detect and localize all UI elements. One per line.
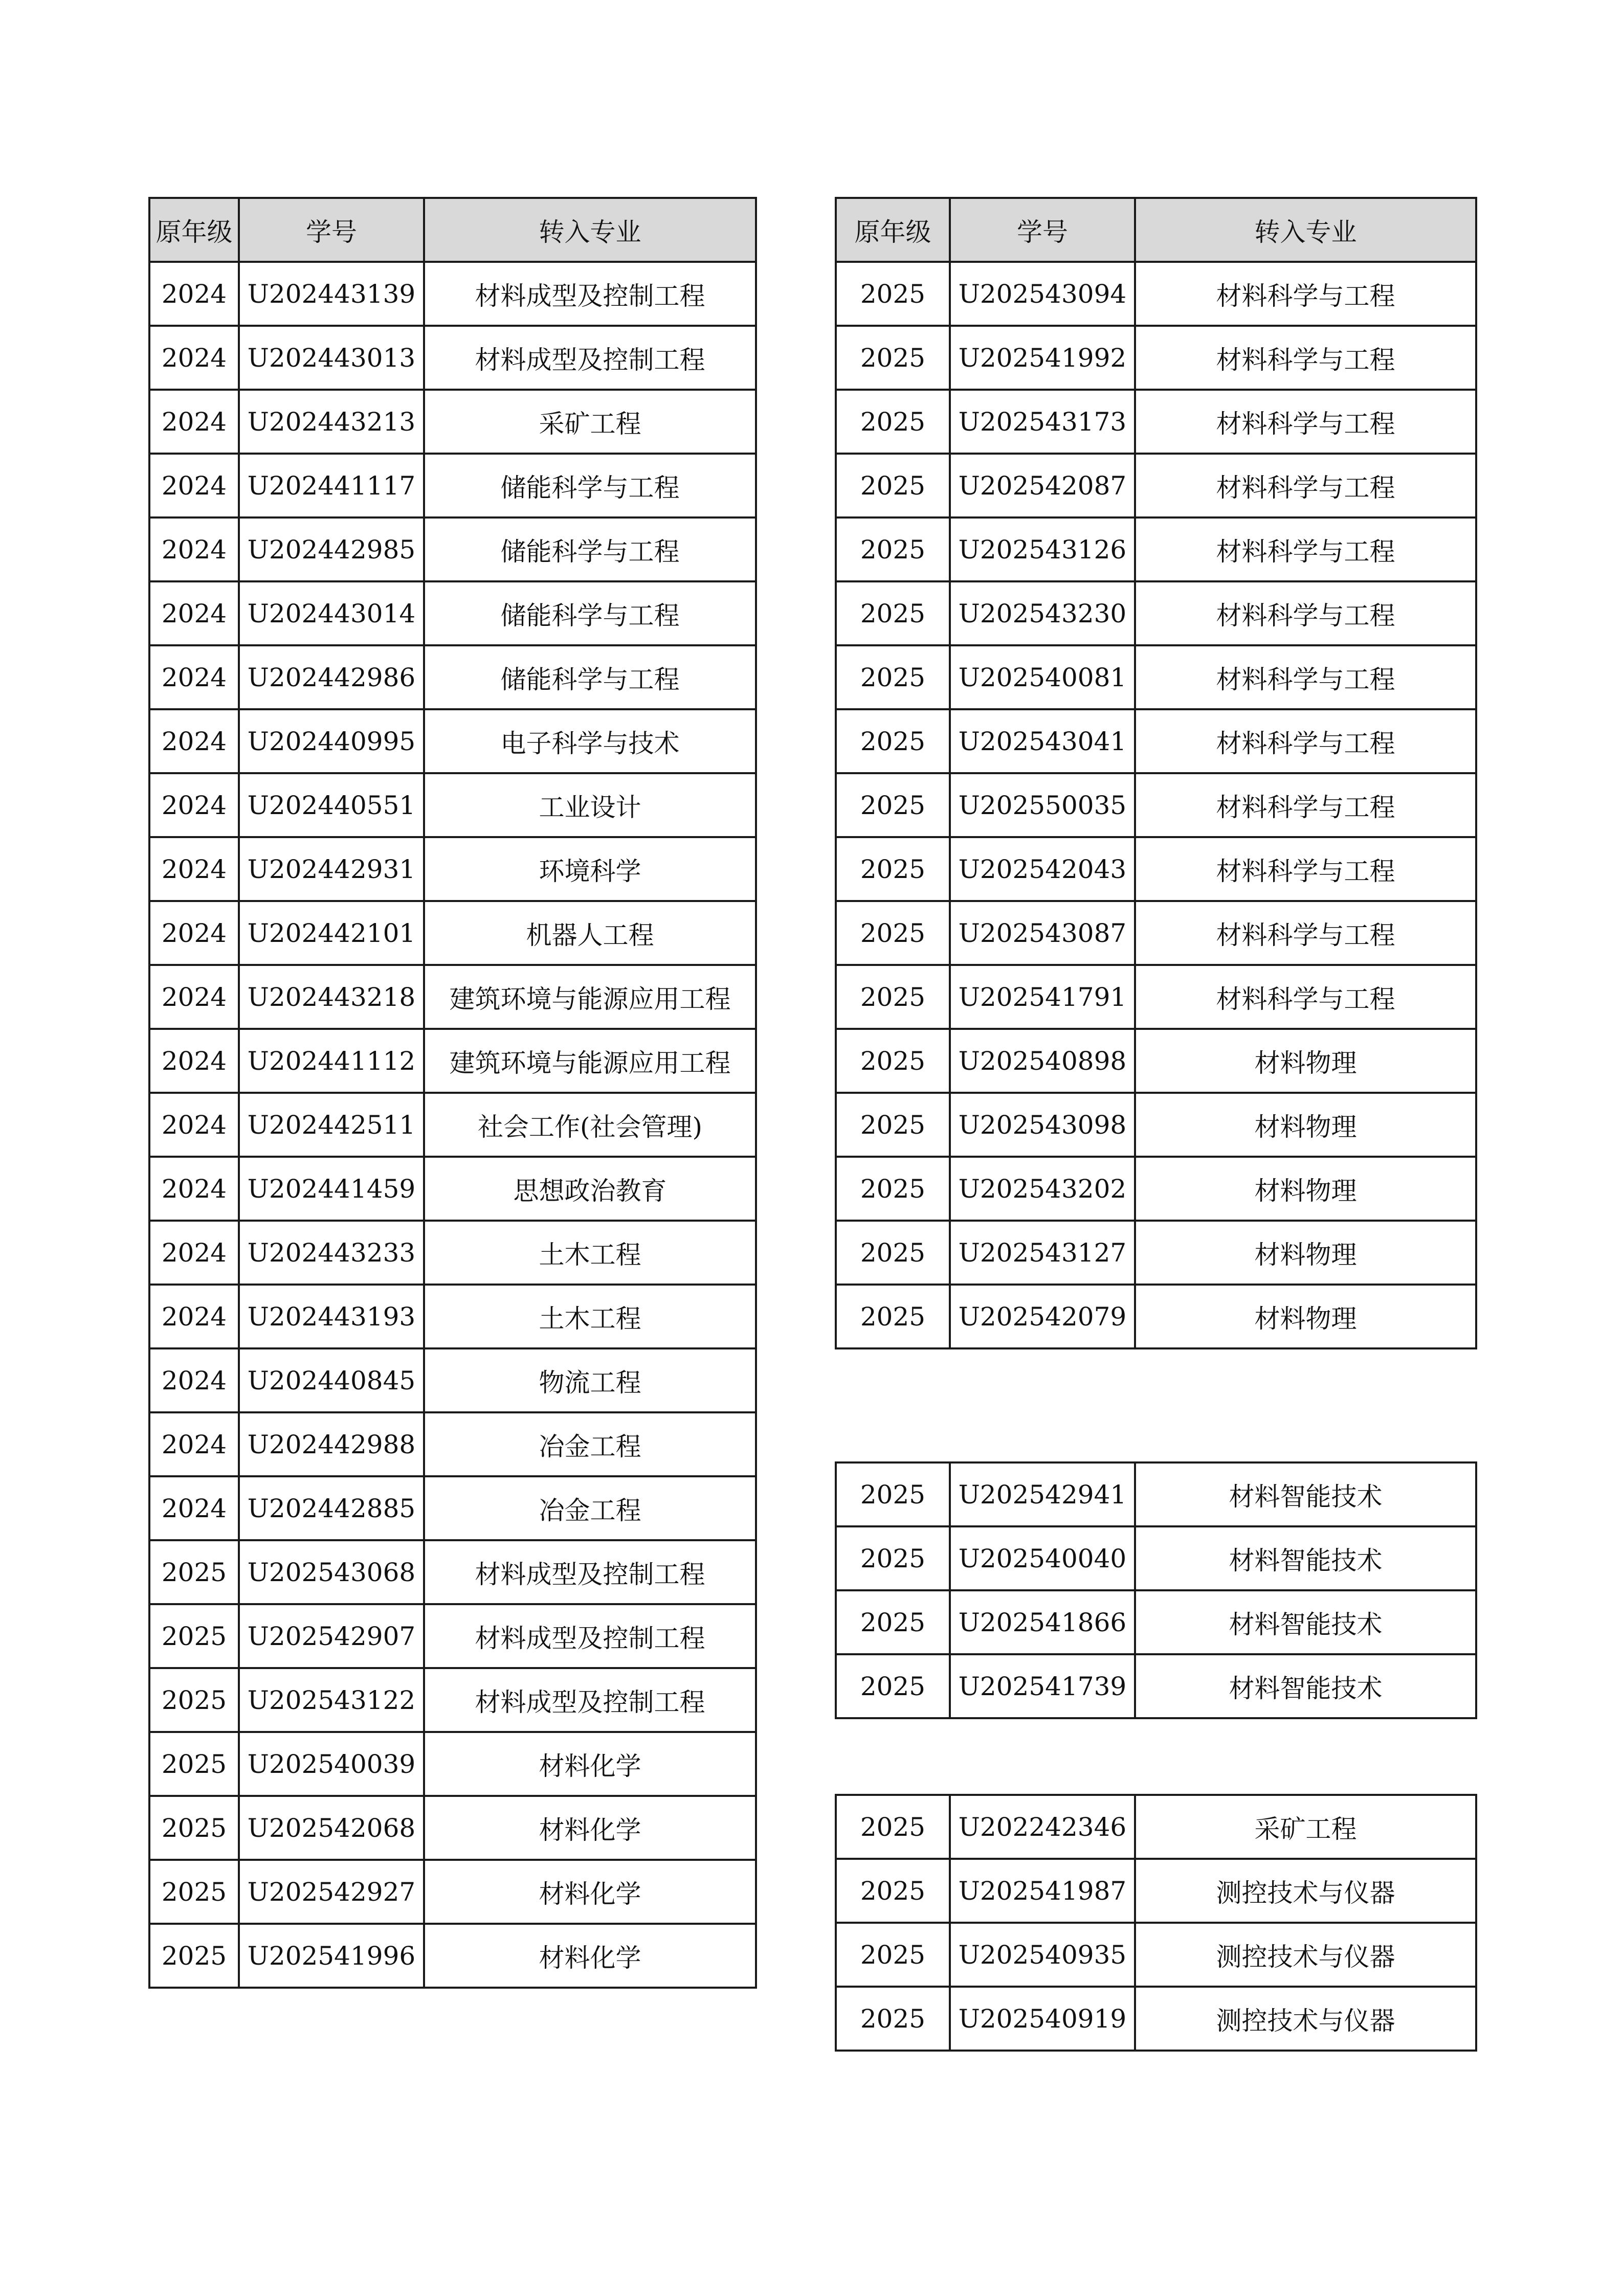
student-id-cell: U202542043 [950, 837, 1135, 901]
major-cell: 材料化学 [424, 1924, 756, 1988]
table-row [149, 1157, 756, 1221]
student-id-cell: U202542941 [950, 1462, 1135, 1526]
left-table-body [149, 262, 756, 1988]
student-id-cell: U202540081 [950, 645, 1135, 709]
table-row [149, 262, 756, 326]
table-row [836, 1654, 1476, 1718]
grade-cell: 2025 [836, 965, 950, 1029]
table-row [836, 1221, 1476, 1285]
table-row [149, 1093, 756, 1157]
table-row [836, 1526, 1476, 1590]
student-id-cell: U202540039 [239, 1732, 424, 1796]
major-cell: 材料成型及控制工程 [424, 1540, 756, 1604]
major-cell: 采矿工程 [1135, 1795, 1476, 1859]
grade-cell: 2025 [149, 1540, 239, 1604]
header-grade: 原年级 [836, 198, 950, 262]
grade-cell: 2024 [149, 1221, 239, 1285]
student-id-cell: U202540898 [950, 1029, 1135, 1093]
grade-cell: 2024 [149, 517, 239, 581]
major-cell: 测控技术与仪器 [1135, 1923, 1476, 1987]
student-id-cell: U202442511 [239, 1093, 424, 1157]
student-id-cell: U202542068 [239, 1796, 424, 1860]
grade-cell: 2024 [149, 1285, 239, 1348]
student-id-cell: U202441112 [239, 1029, 424, 1093]
student-id-cell: U202443014 [239, 581, 424, 645]
header-student-id: 学号 [239, 198, 424, 262]
grade-cell: 2024 [149, 262, 239, 326]
student-id-cell: U202543068 [239, 1540, 424, 1604]
header-row [836, 198, 1476, 262]
student-id-cell: U202541992 [950, 326, 1135, 390]
grade-cell: 2025 [149, 1732, 239, 1796]
grade-cell: 2025 [836, 454, 950, 517]
major-cell: 材料智能技术 [1135, 1654, 1476, 1718]
grade-cell: 2024 [149, 773, 239, 837]
header-major: 转入专业 [424, 198, 756, 262]
table-row [149, 1796, 756, 1860]
right-table-body-3 [836, 1795, 1476, 2051]
grade-cell: 2025 [836, 1590, 950, 1654]
table-row [836, 1157, 1476, 1221]
major-cell: 材料成型及控制工程 [424, 262, 756, 326]
student-id-cell: U202543098 [950, 1093, 1135, 1157]
grade-cell: 2025 [836, 1795, 950, 1859]
student-id-cell: U202440995 [239, 709, 424, 773]
grade-cell: 2025 [836, 1093, 950, 1157]
student-id-cell: U202443213 [239, 390, 424, 454]
student-id-cell: U202443139 [239, 262, 424, 326]
grade-cell: 2025 [836, 517, 950, 581]
student-id-cell: U202543126 [950, 517, 1135, 581]
header-major: 转入专业 [1135, 198, 1476, 262]
student-id-cell: U202550035 [950, 773, 1135, 837]
table-row [149, 1540, 756, 1604]
table-row [149, 1412, 756, 1476]
grade-cell: 2025 [836, 581, 950, 645]
major-cell: 环境科学 [424, 837, 756, 901]
major-cell: 材料物理 [1135, 1029, 1476, 1093]
table-row [836, 901, 1476, 965]
student-id-cell: U202442986 [239, 645, 424, 709]
major-cell: 土木工程 [424, 1285, 756, 1348]
grade-cell: 2024 [149, 1093, 239, 1157]
major-cell: 材料科学与工程 [1135, 837, 1476, 901]
major-cell: 材料化学 [424, 1796, 756, 1860]
student-id-cell: U202543202 [950, 1157, 1135, 1221]
table-row [149, 837, 756, 901]
grade-cell: 2025 [836, 645, 950, 709]
table-row [149, 1029, 756, 1093]
student-id-cell: U202543094 [950, 262, 1135, 326]
student-id-cell: U202542087 [950, 454, 1135, 517]
grade-cell: 2025 [836, 1221, 950, 1285]
major-cell: 冶金工程 [424, 1476, 756, 1540]
header-row [149, 198, 756, 262]
major-cell: 电子科学与技术 [424, 709, 756, 773]
major-cell: 材料科学与工程 [1135, 326, 1476, 390]
major-cell: 机器人工程 [424, 901, 756, 965]
table-row [149, 901, 756, 965]
major-cell: 储能科学与工程 [424, 454, 756, 517]
major-cell: 材料化学 [424, 1860, 756, 1924]
grade-cell: 2024 [149, 901, 239, 965]
header-student-id: 学号 [950, 198, 1135, 262]
student-id-cell: U202541791 [950, 965, 1135, 1029]
table-row [836, 1795, 1476, 1859]
major-cell: 材料智能技术 [1135, 1462, 1476, 1526]
student-id-cell: U202543127 [950, 1221, 1135, 1285]
grade-cell: 2025 [836, 1462, 950, 1526]
major-cell: 材料科学与工程 [1135, 454, 1476, 517]
grade-cell: 2025 [836, 1654, 950, 1718]
grade-cell: 2025 [836, 1157, 950, 1221]
student-id-cell: U202543230 [950, 581, 1135, 645]
header-grade: 原年级 [149, 198, 239, 262]
student-id-cell: U202540040 [950, 1526, 1135, 1590]
major-cell: 材料科学与工程 [1135, 390, 1476, 454]
right-transfer-table [835, 197, 1477, 1349]
major-cell: 土木工程 [424, 1221, 756, 1285]
major-cell: 材料成型及控制工程 [424, 326, 756, 390]
table-row [836, 1590, 1476, 1654]
grade-cell: 2025 [836, 1029, 950, 1093]
grade-cell: 2024 [149, 454, 239, 517]
student-id-cell: U202540935 [950, 1923, 1135, 1987]
major-cell: 材料物理 [1135, 1285, 1476, 1348]
major-cell: 建筑环境与能源应用工程 [424, 1029, 756, 1093]
student-id-cell: U202440551 [239, 773, 424, 837]
student-id-cell: U202443193 [239, 1285, 424, 1348]
table-row [149, 326, 756, 390]
student-id-cell: U202543041 [950, 709, 1135, 773]
grade-cell: 2024 [149, 837, 239, 901]
grade-cell: 2024 [149, 965, 239, 1029]
grade-cell: 2025 [836, 773, 950, 837]
student-id-cell: U202441459 [239, 1157, 424, 1221]
student-id-cell: U202442885 [239, 1476, 424, 1540]
table-row [836, 1987, 1476, 2051]
table-row [149, 1668, 756, 1732]
major-cell: 材料物理 [1135, 1157, 1476, 1221]
major-cell: 材料成型及控制工程 [424, 1668, 756, 1732]
student-id-cell: U202541996 [239, 1924, 424, 1988]
major-cell: 物流工程 [424, 1348, 756, 1412]
table-row [836, 517, 1476, 581]
table-row [836, 965, 1476, 1029]
table-row [149, 1860, 756, 1924]
grade-cell: 2025 [836, 326, 950, 390]
grade-cell: 2025 [836, 1859, 950, 1923]
grade-cell: 2025 [149, 1668, 239, 1732]
table-row [149, 709, 756, 773]
major-cell: 储能科学与工程 [424, 581, 756, 645]
table-row [836, 326, 1476, 390]
student-id-cell: U202442931 [239, 837, 424, 901]
grade-cell: 2025 [836, 709, 950, 773]
student-id-cell: U202540919 [950, 1987, 1135, 2051]
right-transfer-table-block-3 [835, 1794, 1477, 2052]
grade-cell: 2024 [149, 326, 239, 390]
table-row [836, 709, 1476, 773]
student-id-cell: U202442985 [239, 517, 424, 581]
major-cell: 材料物理 [1135, 1093, 1476, 1157]
major-cell: 材料科学与工程 [1135, 581, 1476, 645]
table-row [149, 1924, 756, 1988]
grade-cell: 2025 [836, 1923, 950, 1987]
table-row [149, 390, 756, 454]
table-row [836, 1859, 1476, 1923]
table-row [836, 837, 1476, 901]
major-cell: 材料科学与工程 [1135, 901, 1476, 965]
student-id-cell: U202242346 [950, 1795, 1135, 1859]
table-row [149, 1604, 756, 1668]
student-id-cell: U202543087 [950, 901, 1135, 965]
table-row [149, 1285, 756, 1348]
grade-cell: 2025 [836, 390, 950, 454]
right-table-body-1 [836, 262, 1476, 1348]
table-row [836, 1093, 1476, 1157]
student-id-cell: U202542907 [239, 1604, 424, 1668]
major-cell: 工业设计 [424, 773, 756, 837]
grade-cell: 2024 [149, 1348, 239, 1412]
table-row [149, 1732, 756, 1796]
major-cell: 储能科学与工程 [424, 517, 756, 581]
student-id-cell: U202541739 [950, 1654, 1135, 1718]
table-row [149, 645, 756, 709]
student-id-cell: U202443233 [239, 1221, 424, 1285]
major-cell: 材料化学 [424, 1732, 756, 1796]
grade-cell: 2025 [149, 1860, 239, 1924]
student-id-cell: U202541866 [950, 1590, 1135, 1654]
table-row [836, 1285, 1476, 1348]
grade-cell: 2024 [149, 1476, 239, 1540]
table-row [836, 262, 1476, 326]
table-row [149, 454, 756, 517]
right-transfer-table-block-2 [835, 1461, 1477, 1719]
table-row [836, 1923, 1476, 1987]
student-id-cell: U202441117 [239, 454, 424, 517]
grade-cell: 2024 [149, 390, 239, 454]
student-id-cell: U202543173 [950, 390, 1135, 454]
major-cell: 社会工作(社会管理) [424, 1093, 756, 1157]
table-row [836, 645, 1476, 709]
grade-cell: 2024 [149, 1157, 239, 1221]
grade-cell: 2024 [149, 1029, 239, 1093]
grade-cell: 2024 [149, 709, 239, 773]
major-cell: 采矿工程 [424, 390, 756, 454]
major-cell: 储能科学与工程 [424, 645, 756, 709]
table-row [836, 581, 1476, 645]
left-transfer-table [148, 197, 757, 1989]
table-row [149, 965, 756, 1029]
major-cell: 材料科学与工程 [1135, 709, 1476, 773]
student-id-cell: U202442988 [239, 1412, 424, 1476]
major-cell: 冶金工程 [424, 1412, 756, 1476]
major-cell: 材料科学与工程 [1135, 645, 1476, 709]
grade-cell: 2024 [149, 1412, 239, 1476]
grade-cell: 2025 [836, 901, 950, 965]
major-cell: 材料物理 [1135, 1221, 1476, 1285]
grade-cell: 2025 [149, 1924, 239, 1988]
student-id-cell: U202541987 [950, 1859, 1135, 1923]
table-row [836, 390, 1476, 454]
table-row [836, 1029, 1476, 1093]
student-id-cell: U202543122 [239, 1668, 424, 1732]
major-cell: 材料智能技术 [1135, 1590, 1476, 1654]
major-cell: 材料科学与工程 [1135, 262, 1476, 326]
major-cell: 材料智能技术 [1135, 1526, 1476, 1590]
grade-cell: 2024 [149, 645, 239, 709]
right-table-body-2 [836, 1462, 1476, 1718]
grade-cell: 2025 [149, 1796, 239, 1860]
grade-cell: 2024 [149, 581, 239, 645]
grade-cell: 2025 [836, 837, 950, 901]
grade-cell: 2025 [836, 262, 950, 326]
grade-cell: 2025 [836, 1285, 950, 1348]
grade-cell: 2025 [149, 1604, 239, 1668]
table-row [836, 1462, 1476, 1526]
student-id-cell: U202443218 [239, 965, 424, 1029]
student-id-cell: U202440845 [239, 1348, 424, 1412]
major-cell: 测控技术与仪器 [1135, 1987, 1476, 2051]
table-row [836, 454, 1476, 517]
table-row [149, 1476, 756, 1540]
student-id-cell: U202442101 [239, 901, 424, 965]
grade-cell: 2025 [836, 1987, 950, 2051]
student-id-cell: U202542079 [950, 1285, 1135, 1348]
table-row [149, 773, 756, 837]
table-row [149, 517, 756, 581]
table-row [149, 1348, 756, 1412]
table-row [149, 1221, 756, 1285]
table-row [149, 581, 756, 645]
student-id-cell: U202443013 [239, 326, 424, 390]
table-row [836, 773, 1476, 837]
major-cell: 材料科学与工程 [1135, 965, 1476, 1029]
student-id-cell: U202542927 [239, 1860, 424, 1924]
major-cell: 建筑环境与能源应用工程 [424, 965, 756, 1029]
major-cell: 材料成型及控制工程 [424, 1604, 756, 1668]
major-cell: 思想政治教育 [424, 1157, 756, 1221]
grade-cell: 2025 [836, 1526, 950, 1590]
major-cell: 测控技术与仪器 [1135, 1859, 1476, 1923]
major-cell: 材料科学与工程 [1135, 517, 1476, 581]
major-cell: 材料科学与工程 [1135, 773, 1476, 837]
